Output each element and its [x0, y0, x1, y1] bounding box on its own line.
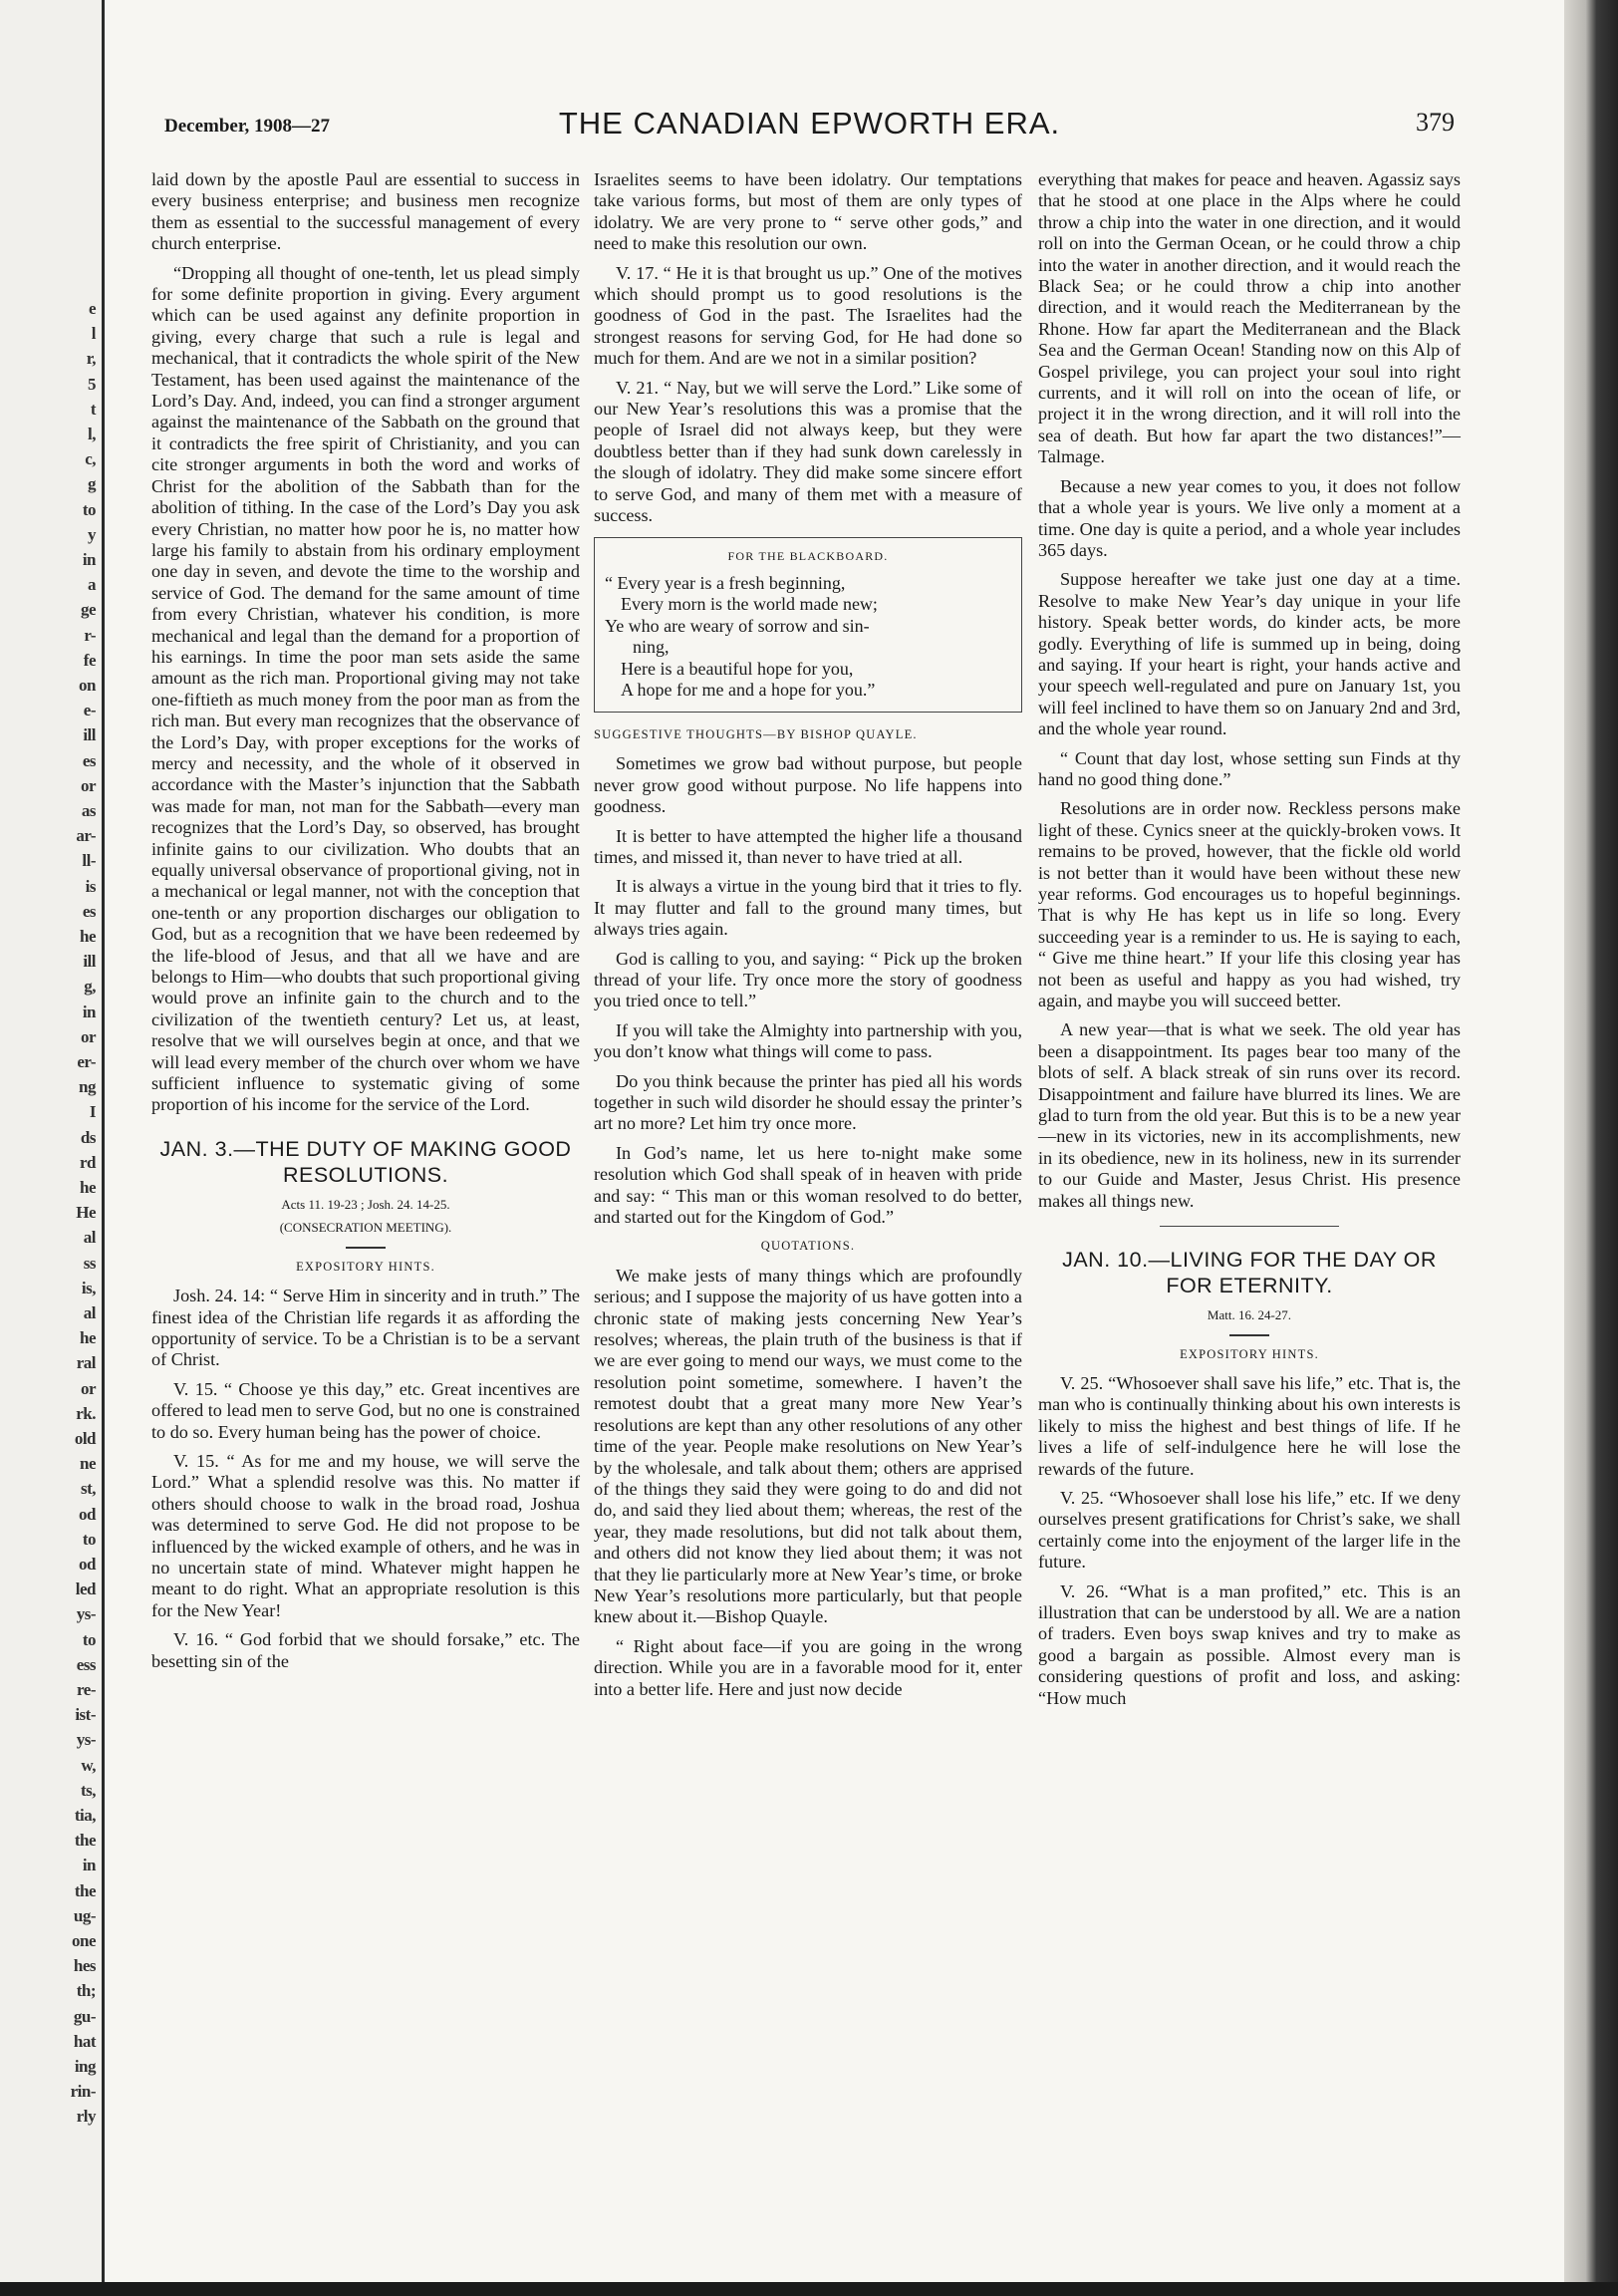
divider [1160, 1226, 1339, 1227]
paragraph: Suppose hereafter we take just one day at a time. Resolve to make New Year’s day unique in your life history. Speak better words, do kinder acts, be more godly. Everything of life is summed up in being, doing and saying. If your heart is right, your hands active and your speech well-regulated and pure on January 1st, you will feel inclined to have them so on January 2nd and 3rd, and the whole year round. [1038, 569, 1461, 739]
divider [346, 1247, 386, 1249]
bleed-fragment: the [74, 1881, 96, 1900]
paragraph: Josh. 24. 14: “ Serve Him in sincerity and in truth.” The finest idea of the Christian life regards it as affording the opportunity of service. To be a Christian is to be a servant of Christ. [151, 1286, 580, 1370]
column-3 [1038, 169, 1461, 1717]
bleed-fragment: I [89, 1102, 96, 1121]
bleed-fragment: in [82, 550, 96, 569]
bleed-fragment: ill [83, 952, 96, 971]
bleed-fragment: er- [77, 1052, 96, 1071]
bleed-fragment: in [82, 1856, 96, 1874]
bleed-fragment: t [90, 400, 96, 419]
bleed-fragment: ill [83, 725, 96, 744]
paragraph: V. 25. “Whosoever shall save his life,” etc. That is, the man who is continually thinking about his own interests is likely to miss the highest and best things of life. If he lives a life of self-indulgence here he will lose the rewards of the future. [1038, 1372, 1461, 1479]
paragraph: “ Right about face—if you are going in the wrong direction. While you are in a favorable mood for it, enter into a better life. Here and just now decide [594, 1635, 1022, 1699]
bleed-fragment: or [80, 776, 96, 795]
paragraph: “Dropping all thought of one-tenth, let us plead simply for some definite proportion in giving. Every argument which can be used against any definite proportion in giving, every charge that such a rule is legal and mechanical, that it contradicts the whole spirit of the New Testament, has been used against the maintenance of the Lord’s Day. And, indeed, you can find a stronger argument against the maintenance of the Sabbath on the ground that it contradicts the free spirit of Christianity, and you can cite stronger arguments in both the word and works of Christ for the abolition of the Sabbath than for the abolition of tithing. In the case of the Lord’s Day you ask every Christian, no matter how poor he is, no matter how large his family to abstain from his ordinary employment one day in seven, and devote the time to the worship and service of God. The demand for the same amount of time from every Christian, whatever his condition, is more mechanical and legal than the demand for a proportion of his earnings. In time the poor man sets aside the same amount as the rich man. Proportional giving may not take one-fiftieth as much money from the poor man as from the rich man. But every man recognizes that the observance of the Lord’s Day, with proper exceptions for the works of mercy and necessity, and the whole of it observed in accordance with the Master’s injunction that the Sabbath was made for man, not man for the Sabbath—every man recognizes that the Lord’s Day, so observed, has brought infinite gains to our civilization. Who doubts that an equally universal observance of proportional giving, not in a mechanical or legal manner, not with the conception that one-tenth or any proportion discharges our obligation to God, but as a recognition that we have been redeemed by the life-blood of Jesus, and that all we have and are belongs to Him—who doubts that such proportional giving would prove an infinite gain to the church and to the civilization of the twentieth century? Let us, at least, resolve that we will ourselves begin at once, and that we will lead every member of the church over whom we have sufficient influence to systematic giving of some proportion of his income for the service of the Lord. [151, 262, 580, 1115]
bleed-fragment: or [80, 1027, 96, 1046]
bleed-fragment: ts, [80, 1781, 96, 1800]
bleed-fragment: he [80, 1178, 96, 1197]
bleed-fragment: al [83, 1228, 96, 1247]
bleed-fragment: hat [73, 2032, 96, 2051]
paragraph: Because a new year comes to you, it does not follow that a whole year is yours. We live only a moment at a time. One day is quite a period, and a whole year includes 365 days. [1038, 475, 1461, 560]
bleed-fragment: led [75, 1579, 96, 1598]
bleed-fragment: th; [76, 1981, 96, 2000]
page-number: 379 [1416, 108, 1455, 137]
bleed-fragment: fe [83, 651, 96, 670]
section-title: JAN. 3.—THE DUTY OF MAKING GOOD RESOLUTIONS. [159, 1136, 572, 1187]
left-gutter [0, 0, 102, 2296]
bleed-fragment: r- [84, 626, 96, 645]
bleed-fragment: is, [81, 1279, 96, 1297]
paragraph: V. 21. “ Nay, but we will serve the Lord.” Like some of our New Year’s resolutions this was a promise that the people of Israel did not always keep, but they were doubtless better than if they had sunk down carelessly in the slough of idolatry. They did make some sincere effort to serve God, and many of them met with a measure of success. [594, 377, 1022, 526]
poem-line: Here is a beautiful hope for you, [621, 658, 854, 679]
bleed-fragment: c, [85, 449, 96, 468]
paragraph: It is always a virtue in the young bird that it tries to fly. It may flutter and fall to the ground many times, but always tries again. [594, 876, 1022, 940]
paragraph: V. 17. “ He it is that brought us up.” One of the motives which should prompt us to good resolutions is the goodness of God in the past. The Israelites had the strongest reasons for serving God, for He had done so much for them. And are we not in a similar position? [594, 262, 1022, 369]
bleed-fragment: tia, [74, 1806, 96, 1825]
paragraph: In God’s name, let us here to-night make some resolution which God shall speak of in heaven with pride and say: “ This man or this woman resolved to do better, and started out for the Kingdom of God.” [594, 1142, 1022, 1228]
bleed-fragment: the [74, 1831, 96, 1850]
bleed-fragment: w, [81, 1756, 96, 1775]
paragraph: We make jests of many things which are profoundly serious; and I suppose the majority of us have gotten into a chronic state of making jests concerning New Year’s resolves; whereas, the plain truth of the business is that if we are ever going to mend our ways, we must come to the resolution point sometime, somewhere. I haven’t the remotest doubt that a great many more New Year’s resolutions are kept than any other resolutions of any other time of the year. People make resolutions on New Year’s by the wholesale, and talk about them; others are apprised of the things they said they were going to do and did not do, and said they lied about them; whereas, the rest of the year, they made resolutions, but did not talk about them, and others did not know they lied about them; it was not that they lie particularly more at New Year’s time, or broke New Year’s resolutions more particularly, but that people knew about it.—Bishop Quayle. [594, 1265, 1022, 1627]
bleed-fragment: to [82, 1530, 96, 1549]
bleed-fragment: ys- [76, 1730, 96, 1749]
previous-page-bleed [0, 0, 100, 2296]
page-edge-shadow [1564, 0, 1618, 2296]
bleed-fragment: ral [76, 1353, 96, 1372]
subheading: SUGGESTIVE THOUGHTS—BY BISHOP QUAYLE. [594, 726, 918, 741]
paragraph: Israelites seems to have been idolatry. Our temptations take various forms, but most of them are only types of idolatry. We are very prone to “ serve other gods,” and need to make this resolution our own. [594, 169, 1022, 254]
bleed-fragment: one [72, 1931, 96, 1950]
publication-title: THE CANADIAN EPWORTH ERA. [558, 106, 1061, 141]
bleed-fragment: he [80, 1328, 96, 1347]
paragraph: Sometimes we grow bad without purpose, but people never grow good without purpose. No life happens into goodness. [594, 753, 1022, 817]
bleed-fragment: rd [80, 1153, 96, 1172]
bleed-fragment: ar- [76, 826, 96, 845]
bleed-fragment: a [88, 575, 96, 594]
bleed-fragment: old [74, 1429, 96, 1448]
bleed-fragment: e- [83, 701, 96, 719]
bleed-fragment: 5 [88, 375, 96, 394]
paragraph: V. 15. “ As for me and my house, we will serve the Lord.” What a splendid resolve was this. No matter if others should choose to walk in the broad road, Joshua was determined to serve God. He did not propose to be influenced by the wicked example of others, and he was in no uncertain state of mind. Whatever might happen he meant to do right. What an appropriate resolution is this for the New Year! [151, 1450, 580, 1620]
paragraph: V. 26. “What is a man profited,” etc. This is an illustration that can be understood by all. We are a nation of traders. Even boys swap knives and try to make as good a bargain as possible. Almost every man is considering questions of profit and loss, and asking: “How much [1038, 1580, 1461, 1708]
meeting-type: (CONSECRATION MEETING). [279, 1220, 452, 1236]
paragraph: laid down by the apostle Paul are essential to success in every business enterprise; and business men recognize them as essential to the successful management of every church enterprise. [151, 169, 580, 254]
bleed-fragment: od [79, 1505, 96, 1524]
paragraph: God is calling to you, and saying: “ Pick up the broken thread of your life. Try once more the story of goodness you tried once to tell.” [594, 948, 1022, 1011]
column-2 [594, 169, 1022, 1708]
bleed-fragment: ng [79, 1077, 96, 1096]
bleed-fragment: ds [80, 1128, 96, 1147]
quotation: “ Count that day lost, whose setting sun Finds at thy hand no good thing done.” [1038, 747, 1461, 789]
subheading: EXPOSITORY HINTS. [296, 1259, 435, 1274]
bleed-fragment: od [79, 1555, 96, 1574]
paragraph: Do you think because the printer has pied all his words together in such wild disorder he should essay the printer’s art no more? Let him try once more. [594, 1070, 1022, 1134]
scripture-reference: Acts 11. 19-23 ; Josh. 24. 14-25. [281, 1196, 450, 1212]
bleed-fragment: g, [84, 977, 96, 996]
bleed-fragment: or [80, 1379, 96, 1398]
bleed-fragment: in [82, 1003, 96, 1021]
paragraph: It is better to have attempted the higher life a thousand times, and missed it, than never to have tried at all. [594, 825, 1022, 867]
paragraph: Resolutions are in order now. Reckless persons make light of these. Cynics sneer at the quickly-broken vows. It remains to be proved, however, that the fickle old world is not better than it would have been without these new year reforms. God encourages us to hopeful beginnings. That is why He has kept us in life so long. Every succeeding year is a reminder to us. He is saying to each, “ Give me thine heart.” If your life this closing year has not been as useful and happy as you had wished, try again, and maybe you will succeed better. [1038, 798, 1461, 1011]
paragraph: V. 15. “ Choose ye this day,” etc. Great incentives are offered to lead men to serve God, but no one is constrained to do so. Every human being has the power of choice. [151, 1378, 580, 1442]
issue-date: December, 1908—27 [164, 116, 331, 137]
paragraph: V. 16. “ God forbid that we should forsake,” etc. The besetting sin of the [151, 1629, 580, 1671]
bleed-fragment: rin- [70, 2082, 96, 2101]
bleed-fragment: rk. [76, 1404, 96, 1423]
paragraph: everything that makes for peace and heaven. Agassiz says that he stood at one place in the Alps where he could throw a chip into the water in one direction, and it would roll on into the German Ocean, or he could throw a chip into the water in another direction, and it would reach the Black Sea; or he could throw a chip into another direction, and it would reach the Mediterranean by the Rhone. How far apart the Mediterranean and the Black Sea and the German Ocean! Standing now on this Alp of Gospel privilege, you can project your soul into right currents, and it will roll on into the ocean of life, or project it in the wrong direction, and it will roll into the sea of death. But how far apart the two distances!”—Talmage. [1038, 169, 1461, 467]
paragraph: V. 25. “Whosoever shall lose his life,” etc. If we deny ourselves present gratifications for Christ’s sake, we shall certainly come into the enjoyment of the larger life in the future. [1038, 1487, 1461, 1573]
bleed-fragment: y [88, 525, 96, 544]
bleed-fragment: is [85, 877, 96, 896]
bleed-fragment: ug- [73, 1906, 96, 1925]
bleed-fragment: r, [86, 349, 96, 368]
bleed-fragment: st, [80, 1479, 96, 1498]
bleed-fragment: ys- [76, 1604, 96, 1623]
poem-line: Every morn is the world made new; [621, 594, 878, 615]
column-1 [151, 169, 580, 1680]
bleed-fragment: ing [74, 2057, 96, 2076]
poem-line: A hope for me and a hope for you.” [621, 680, 876, 701]
bleed-fragment: He [76, 1203, 96, 1222]
bleed-fragment: re- [77, 1680, 96, 1699]
poem-line: “ Every year is a fresh beginning, [605, 572, 846, 593]
gutter-divider [102, 0, 105, 2296]
bleed-fragment: ll- [82, 851, 96, 870]
bleed-fragment: on [79, 676, 96, 695]
page-bottom-edge [0, 2282, 1618, 2296]
bleed-fragment: as [81, 801, 96, 820]
running-header [164, 106, 1455, 145]
blackboard-box [594, 537, 1022, 713]
section-title: JAN. 10.—LIVING FOR THE DAY OR FOR ETERNITY. [1062, 1248, 1437, 1298]
bleed-fragment: ss [83, 1254, 96, 1273]
bleed-fragment: ne [80, 1454, 96, 1473]
bleed-fragment: rly [76, 2107, 96, 2126]
paragraph: If you will take the Almighty into partnership with you, you don’t know what things will come to pass. [594, 1019, 1022, 1062]
bleed-fragment: to [82, 1630, 96, 1649]
bleed-fragment: es [82, 902, 96, 921]
bleed-fragment: ge [80, 600, 96, 619]
scripture-reference: Matt. 16. 24-27. [1207, 1307, 1292, 1323]
bleed-fragment: al [83, 1303, 96, 1322]
poem-line: Ye who are weary of sorrow and sin- [605, 615, 870, 636]
box-title: FOR THE BLACKBOARD. [727, 548, 889, 563]
subheading: EXPOSITORY HINTS. [1180, 1346, 1319, 1361]
bleed-fragment: hes [73, 1956, 96, 1975]
bleed-fragment: to [82, 500, 96, 519]
divider [1229, 1334, 1269, 1336]
bleed-fragment: ist- [75, 1705, 96, 1724]
bleed-fragment: e [88, 299, 96, 318]
bleed-fragment: l, [88, 425, 96, 443]
bleed-fragment: he [80, 927, 96, 946]
paragraph: A new year—that is what we seek. The old year has been a disappointment. Its pages bear too many of the blots of self. A black streak of sin runs over its record. Disappointment and failure have blurred its lines. We are glad to turn from the old year. But this is to be a new year—new in its victories, new in its accomplishments, new in its obedience, new in its holiness, new in its surrender to our Guide and Master, Jesus Christ. His presence makes all things new. [1038, 1019, 1461, 1211]
bleed-fragment: es [82, 751, 96, 770]
bleed-fragment: gu- [73, 2007, 96, 2026]
bleed-fragment: l [91, 324, 96, 343]
poem-line: ning, [633, 637, 670, 658]
bleed-fragment: ess [76, 1655, 96, 1674]
bleed-fragment: g [88, 474, 96, 493]
subheading: QUOTATIONS. [760, 1239, 856, 1254]
